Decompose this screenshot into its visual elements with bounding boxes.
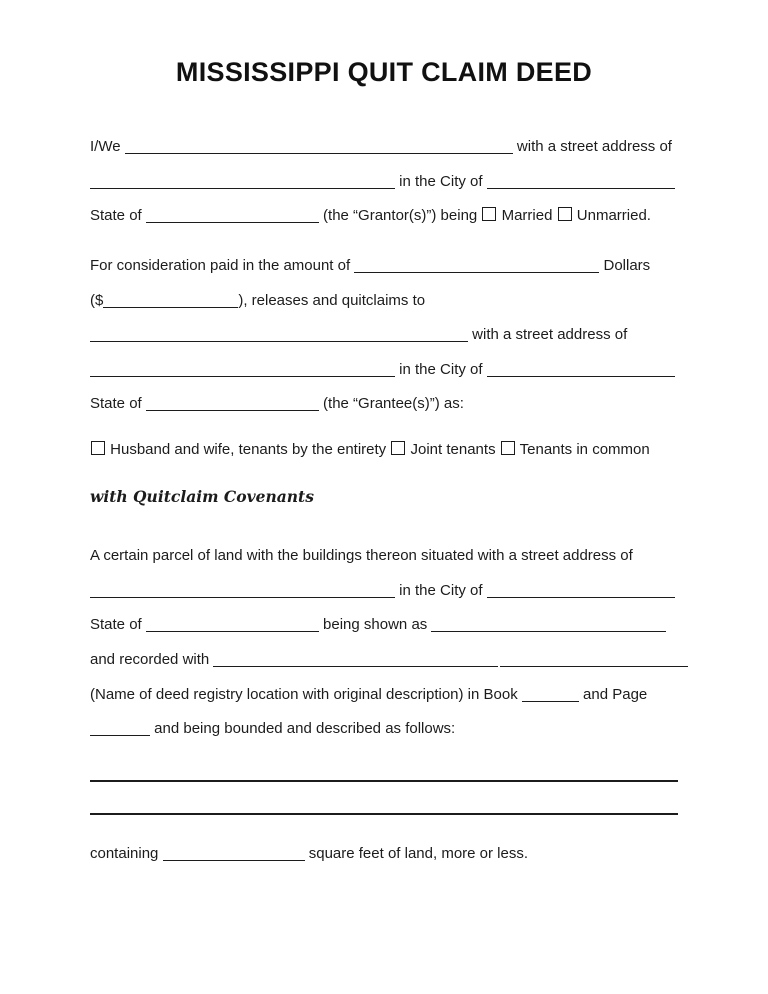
- text-segment: State of: [90, 395, 146, 412]
- grantee-street-address-field[interactable]: [90, 362, 395, 377]
- property-state-field[interactable]: [146, 617, 319, 632]
- page-line: [90, 719, 678, 739]
- text-segment: State of: [90, 207, 146, 224]
- grantor-state-line: [90, 206, 678, 226]
- text-segment: with Quitclaim Covenants: [90, 487, 314, 506]
- page-number-field[interactable]: [90, 721, 150, 736]
- tenancy-options-line: [90, 440, 678, 460]
- property-address-line: [90, 581, 678, 601]
- grantor-name-field[interactable]: [125, 139, 513, 154]
- grantee-name-field[interactable]: [90, 327, 468, 342]
- text-segment: I/We: [90, 138, 125, 155]
- text-segment: A certain parcel of land with the buildings thereon situated with a street address of: [90, 547, 633, 564]
- tenants-in-common-checkbox[interactable]: [501, 441, 515, 455]
- text-segment: in the City of: [395, 582, 487, 599]
- text-segment: in the City of: [395, 361, 487, 378]
- text-segment: (the “Grantor(s)”) being: [318, 207, 482, 224]
- grantee-name-line: [90, 325, 678, 345]
- consideration-amount-words-field[interactable]: [354, 258, 599, 273]
- property-state-line: [90, 615, 678, 635]
- text-segment: (the “Grantee(s)”) as:: [318, 395, 464, 412]
- text-segment: For consideration paid in the amount of: [90, 257, 355, 274]
- text-segment: with a street address of: [512, 138, 672, 155]
- consideration-numeric-line: [90, 291, 678, 311]
- grantee-state-line: [90, 394, 678, 414]
- text-segment: and Page: [578, 686, 648, 703]
- text-segment: Tenants in common: [515, 441, 650, 458]
- shown-as-field[interactable]: [431, 617, 666, 632]
- text-segment: ), releases and quitclaims to: [238, 292, 426, 309]
- text-segment: square feet of land, more or less.: [304, 845, 529, 862]
- text-segment: (Name of deed registry location with original description) in Book: [90, 686, 522, 703]
- legal-description-line-1[interactable]: [90, 780, 678, 782]
- text-segment: State of: [90, 616, 146, 633]
- unmarried-checkbox[interactable]: [558, 207, 572, 221]
- text-segment: Joint tenants: [406, 441, 500, 458]
- deed-registry-field-2[interactable]: [500, 652, 688, 667]
- text-segment: with a street address of: [468, 326, 628, 343]
- grantor-state-field[interactable]: [146, 208, 319, 223]
- grantee-state-field[interactable]: [146, 396, 319, 411]
- grantor-intro-line: [90, 137, 678, 157]
- property-street-address-field[interactable]: [90, 583, 395, 598]
- legal-description-line-2[interactable]: [90, 813, 678, 815]
- husband-wife-entirety-checkbox[interactable]: [91, 441, 105, 455]
- text-segment: containing: [90, 845, 163, 862]
- text-segment: ($: [90, 292, 104, 309]
- grantor-street-address-field[interactable]: [90, 174, 395, 189]
- consideration-line: [90, 256, 678, 276]
- recorded-with-line: [90, 650, 678, 670]
- square-feet-line: [90, 844, 678, 864]
- book-number-field[interactable]: [522, 687, 579, 702]
- grantor-address-line: [90, 172, 678, 192]
- joint-tenants-checkbox[interactable]: [391, 441, 405, 455]
- grantor-city-field[interactable]: [487, 174, 675, 189]
- square-feet-field[interactable]: [163, 846, 305, 861]
- book-line: [90, 685, 678, 705]
- text-segment: in the City of: [395, 173, 487, 190]
- grantee-city-field[interactable]: [487, 362, 675, 377]
- text-segment: Dollars: [599, 257, 651, 274]
- deed-registry-field-1[interactable]: [213, 652, 498, 667]
- parcel-intro-line: [90, 546, 678, 566]
- text-segment: Married: [497, 207, 557, 224]
- text-segment: being shown as: [318, 616, 432, 633]
- married-checkbox[interactable]: [482, 207, 496, 221]
- text-segment: and recorded with: [90, 651, 214, 668]
- text-segment: Husband and wife, tenants by the entirety: [106, 441, 391, 458]
- property-city-field[interactable]: [487, 583, 675, 598]
- grantee-address-line: [90, 360, 678, 380]
- text-segment: Unmarried.: [572, 207, 651, 224]
- consideration-amount-numeric-field[interactable]: [103, 293, 238, 308]
- text-segment: and being bounded and described as follows:: [150, 720, 456, 737]
- covenants-line: [90, 487, 678, 507]
- page-title: MISSISSIPPI QUIT CLAIM DEED: [175, 57, 593, 87]
